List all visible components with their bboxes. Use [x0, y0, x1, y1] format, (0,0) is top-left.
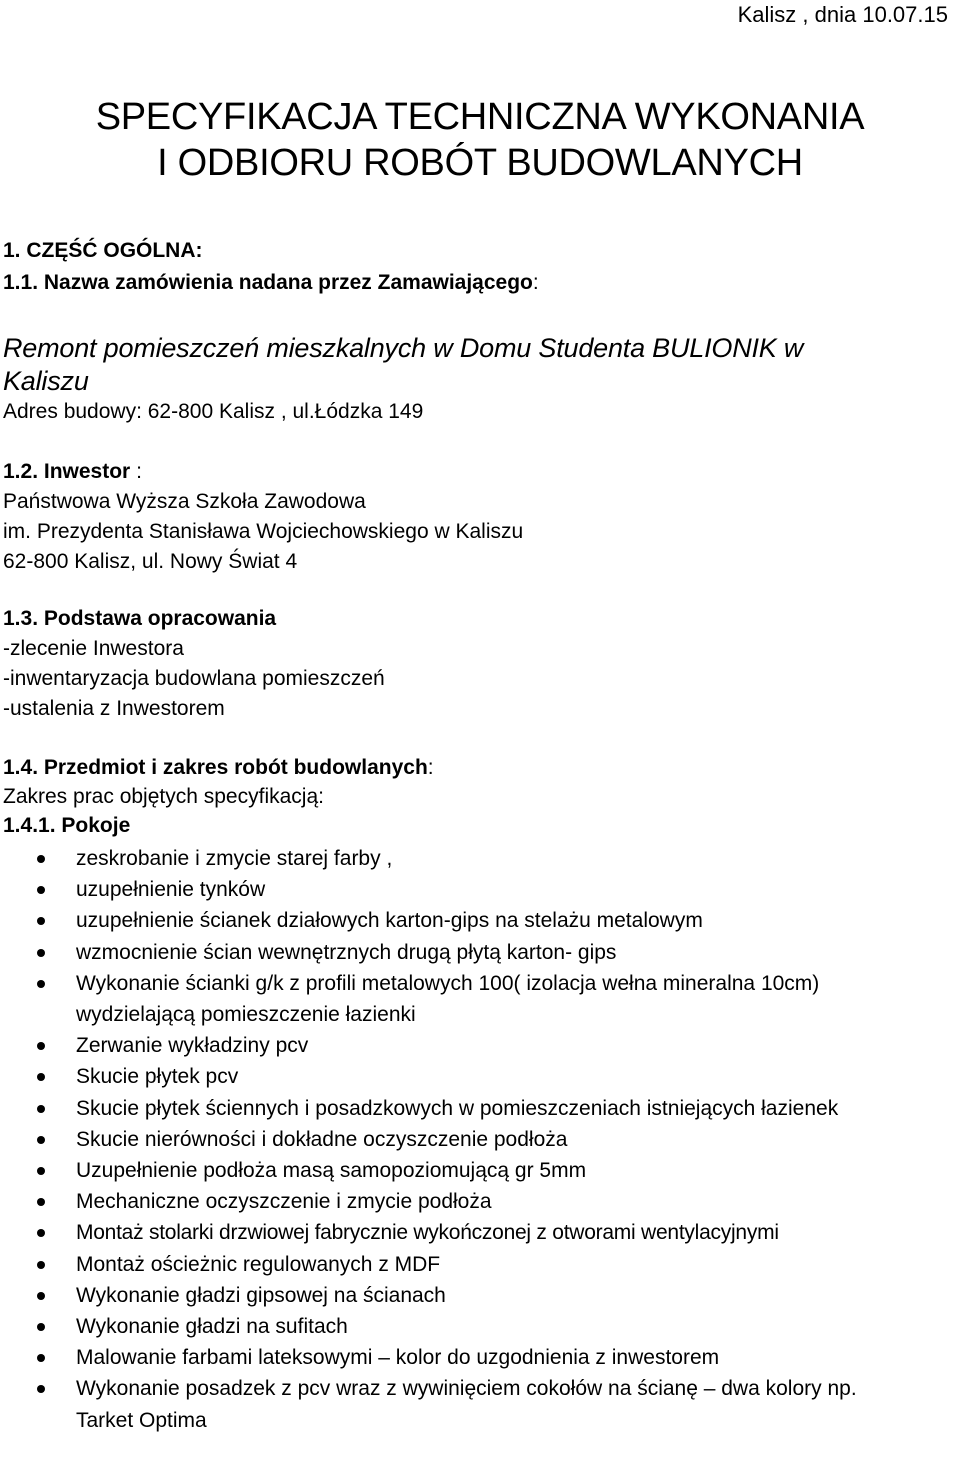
list-item: uzupełnienie ścianek działowych karton-gips na stelażu metalowym: [0, 905, 960, 936]
bullet-icon: [37, 1261, 45, 1269]
section-1-heading: 1. CZĘŚĆ OGÓLNA:: [3, 239, 203, 262]
order-name-line-1: Remont pomieszczeń mieszkalnych w Domu Studenta BULIONIK w: [3, 333, 804, 363]
basis-item: -ustalenia z Inwestorem: [3, 697, 225, 720]
list-item: Wykonanie gładzi na sufitach: [0, 1311, 960, 1342]
list-item: Skucie nierówności i dokładne oczyszczenie podłoża: [0, 1124, 960, 1155]
section-1-1-title: Nazwa zamówienia nadana przez Zamawiającego: [43, 271, 533, 294]
bullet-icon: [37, 1136, 45, 1144]
scope-colon: :: [427, 756, 434, 779]
bullet-icon: [37, 1323, 45, 1331]
order-name-line-2: Kaliszu: [3, 366, 89, 396]
basis-item: -inwentaryzacja budowlana pomieszczeń: [3, 667, 385, 690]
scope-intro: Zakres prac objętych specyfikacją:: [3, 785, 324, 808]
bullet-icon: [37, 1167, 45, 1175]
bullet-icon: [37, 1042, 45, 1050]
bullet-icon: [37, 1073, 45, 1081]
document-title: [0, 94, 960, 186]
bullet-icon: [37, 1292, 45, 1300]
list-item: Wykonanie ścianki g/k z profili metalowych 100( izolacja wełna mineralna 10cm) wydzielającą pomieszczenie łazienki: [0, 968, 960, 1030]
site-address: Adres budowy: 62-800 Kalisz , ul.Łódzka 149: [3, 400, 424, 423]
scope-title: Przedmiot i zakres robót budowlanych: [43, 756, 428, 779]
list-item: wzmocnienie ścian wewnętrznych drugą płytą karton- gips: [0, 937, 960, 968]
bullet-icon: [37, 1105, 45, 1113]
rooms-title: Pokoje: [61, 814, 131, 837]
investor-line-2: im. Prezydenta Stanisława Wojciechowskiego w Kaliszu: [3, 520, 524, 543]
basis-number: 1.3.: [3, 607, 39, 630]
list-item: Skucie płytek ściennych i posadzkowych w pomieszczeniach istniejących łazienek: [0, 1093, 960, 1124]
scope-heading: [3, 753, 953, 783]
bullet-icon: [37, 949, 45, 957]
bullet-icon: [37, 886, 45, 894]
section-1-1-colon: :: [532, 271, 539, 294]
bullet-icon: [37, 1229, 45, 1237]
list-item: Malowanie farbami lateksowymi – kolor do uzgodnienia z inwestorem: [0, 1342, 960, 1373]
list-item: Zerwanie wykładziny pcv: [0, 1030, 960, 1061]
bullet-icon: [37, 1198, 45, 1206]
bullet-icon: [37, 855, 45, 863]
investor-number: 1.2.: [3, 460, 39, 483]
rooms-work-list: [0, 843, 960, 1436]
investor-heading: [3, 457, 953, 487]
basis-heading: [3, 604, 953, 634]
list-item: Montaż stolarki drzwiowej fabrycznie wykończonej z otworami wentylacyjnymi: [0, 1217, 960, 1248]
basis-item: -zlecenie Inwestora: [3, 637, 184, 660]
list-item: uzupełnienie tynków: [0, 874, 960, 905]
investor-line-3: 62-800 Kalisz, ul. Nowy Świat 4: [3, 550, 298, 573]
list-item: zeskrobanie i zmycie starej farby ,: [0, 843, 960, 874]
basis-title: Podstawa opracowania: [43, 607, 277, 630]
section-1-1-heading: [3, 268, 953, 298]
bullet-icon: [37, 1385, 45, 1393]
scope-number: 1.4.: [3, 756, 39, 779]
list-item: Uzupełnienie podłoża masą samopoziomującą gr 5mm: [0, 1155, 960, 1186]
bullet-icon: [37, 980, 45, 988]
bullet-icon: [37, 1354, 45, 1362]
list-item: Wykonanie gładzi gipsowej na ścianach: [0, 1280, 960, 1311]
rooms-heading: [3, 811, 953, 841]
section-1-1-number: 1.1.: [3, 271, 39, 294]
rooms-number: 1.4.1.: [3, 814, 56, 837]
title-line-1: SPECYFIKACJA TECHNICZNA WYKONANIA: [95, 96, 865, 138]
date-line: Kalisz , dnia 10.07.15: [737, 2, 948, 27]
bullet-icon: [37, 917, 45, 925]
list-item: Wykonanie posadzek z pcv wraz z wywinięciem cokołów na ścianę – dwa kolory np. Tarket Optima: [0, 1373, 960, 1435]
list-item: Mechaniczne oczyszczenie i zmycie podłoża: [0, 1186, 960, 1217]
title-line-2: I ODBIORU ROBÓT BUDOWLANYCH: [157, 142, 803, 184]
list-item: Montaż ościeżnic regulowanych z MDF: [0, 1249, 960, 1280]
investor-line-1: Państwowa Wyższa Szkoła Zawodowa: [3, 490, 366, 513]
investor-colon: :: [130, 460, 142, 483]
list-item: Skucie płytek pcv: [0, 1061, 960, 1092]
investor-title: Inwestor: [43, 460, 131, 483]
